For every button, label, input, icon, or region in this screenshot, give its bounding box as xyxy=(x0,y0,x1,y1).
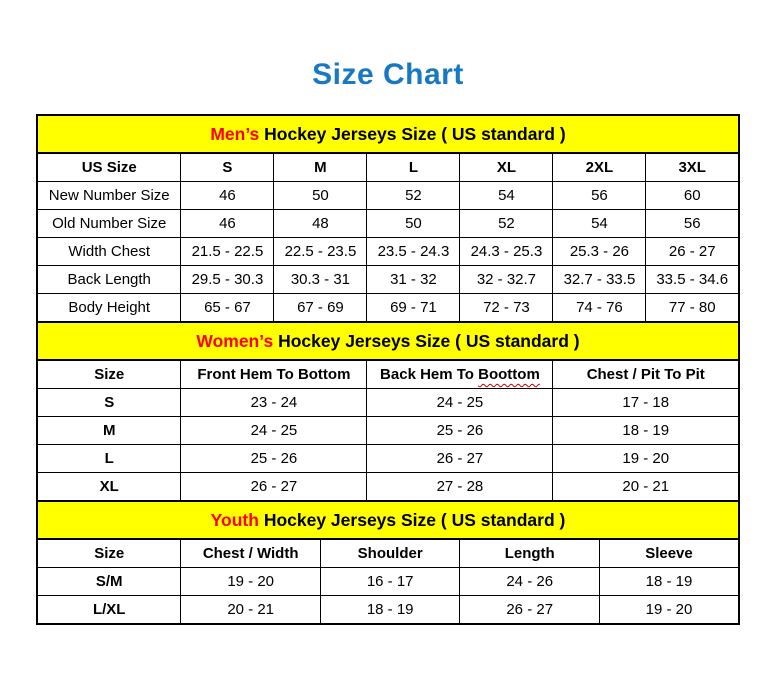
table-row xyxy=(37,238,739,266)
size-value: 56 xyxy=(646,210,739,238)
womens-title-highlight: Women’s xyxy=(196,330,274,351)
size-value: 48 xyxy=(274,210,367,238)
size-value: 74 - 76 xyxy=(553,294,646,323)
page-title: Size Chart xyxy=(312,58,464,91)
size-value: 67 - 69 xyxy=(274,294,367,323)
size-value: 26 - 27 xyxy=(367,445,553,473)
size-value: 52 xyxy=(367,182,460,210)
size-value: 18 - 19 xyxy=(599,568,739,596)
column-header: L xyxy=(367,153,460,182)
youth-table-header-band xyxy=(37,501,739,539)
size-value: 31 - 32 xyxy=(367,266,460,294)
table-row xyxy=(37,266,739,294)
column-header: Sleeve xyxy=(599,539,739,568)
size-chart-tables xyxy=(36,114,740,625)
row-label: L xyxy=(37,445,181,473)
size-value: 17 - 18 xyxy=(553,389,739,417)
table-row xyxy=(37,294,739,323)
womens-size-table xyxy=(36,321,740,502)
column-header: Length xyxy=(460,539,600,568)
womens-table-header-band xyxy=(37,322,739,360)
mens-table-title xyxy=(37,115,739,153)
size-value: 18 - 19 xyxy=(553,417,739,445)
womens-table-title xyxy=(37,322,739,360)
table-row xyxy=(37,568,739,596)
row-label: M xyxy=(37,417,181,445)
size-value: 22.5 - 23.5 xyxy=(274,238,367,266)
table-row xyxy=(37,389,739,417)
column-header-text: Back Hem To xyxy=(380,366,474,383)
mens-column-header-row xyxy=(37,153,739,182)
column-header: S xyxy=(181,153,274,182)
column-header: 3XL xyxy=(646,153,739,182)
size-value: 60 xyxy=(646,182,739,210)
row-label: Body Height xyxy=(37,294,181,323)
size-value: 46 xyxy=(181,210,274,238)
misspelled-word: Boottom xyxy=(478,366,540,383)
size-value: 24 - 25 xyxy=(181,417,367,445)
table-row xyxy=(37,210,739,238)
column-header: XL xyxy=(460,153,553,182)
table-row xyxy=(37,473,739,502)
size-value: 21.5 - 22.5 xyxy=(181,238,274,266)
mens-title-highlight: Men’s xyxy=(210,123,260,144)
size-value: 72 - 73 xyxy=(460,294,553,323)
size-value: 54 xyxy=(460,182,553,210)
size-value: 52 xyxy=(460,210,553,238)
row-label: New Number Size xyxy=(37,182,181,210)
size-value: 26 - 27 xyxy=(181,473,367,502)
row-label: S xyxy=(37,389,181,417)
table-row xyxy=(37,596,739,625)
womens-title-rest: Hockey Jerseys Size ( US standard ) xyxy=(278,330,580,351)
size-value: 77 - 80 xyxy=(646,294,739,323)
size-value: 65 - 67 xyxy=(181,294,274,323)
size-value: 24 - 26 xyxy=(460,568,600,596)
column-header: Chest / Pit To Pit xyxy=(553,360,739,389)
mens-size-table xyxy=(36,114,740,323)
size-value: 32.7 - 33.5 xyxy=(553,266,646,294)
size-value: 23.5 - 24.3 xyxy=(367,238,460,266)
womens-column-header-row xyxy=(37,360,739,389)
row-label: L/XL xyxy=(37,596,181,625)
size-value: 50 xyxy=(274,182,367,210)
size-value: 33.5 - 34.6 xyxy=(646,266,739,294)
table-row xyxy=(37,182,739,210)
size-value: 25 - 26 xyxy=(181,445,367,473)
column-header: M xyxy=(274,153,367,182)
size-value: 26 - 27 xyxy=(460,596,600,625)
size-value: 56 xyxy=(553,182,646,210)
size-value: 20 - 21 xyxy=(181,596,321,625)
row-label: Back Length xyxy=(37,266,181,294)
size-value: 20 - 21 xyxy=(553,473,739,502)
row-label: Old Number Size xyxy=(37,210,181,238)
size-value: 32 - 32.7 xyxy=(460,266,553,294)
size-value: 25.3 - 26 xyxy=(553,238,646,266)
table-row xyxy=(37,417,739,445)
size-value: 25 - 26 xyxy=(367,417,553,445)
size-value: 54 xyxy=(553,210,646,238)
size-value: 29.5 - 30.3 xyxy=(181,266,274,294)
youth-title-highlight: Youth xyxy=(210,509,259,530)
row-label: Width Chest xyxy=(37,238,181,266)
size-value: 50 xyxy=(367,210,460,238)
row-label: XL xyxy=(37,473,181,502)
size-value: 23 - 24 xyxy=(181,389,367,417)
youth-size-table xyxy=(36,500,740,625)
size-value: 69 - 71 xyxy=(367,294,460,323)
row-label: S/M xyxy=(37,568,181,596)
column-header: Front Hem To Bottom xyxy=(181,360,367,389)
size-value: 46 xyxy=(181,182,274,210)
size-value: 19 - 20 xyxy=(553,445,739,473)
size-value: 19 - 20 xyxy=(181,568,321,596)
size-value: 18 - 19 xyxy=(320,596,460,625)
youth-title-rest: Hockey Jerseys Size ( US standard ) xyxy=(263,509,566,530)
column-header: Size xyxy=(37,539,181,568)
column-header: Chest / Width xyxy=(181,539,321,568)
column-header xyxy=(367,360,553,389)
size-value: 19 - 20 xyxy=(599,596,739,625)
size-value: 27 - 28 xyxy=(367,473,553,502)
size-value: 16 - 17 xyxy=(320,568,460,596)
size-value: 24 - 25 xyxy=(367,389,553,417)
size-value: 26 - 27 xyxy=(646,238,739,266)
youth-table-title xyxy=(37,501,739,539)
column-header: Size xyxy=(37,360,181,389)
size-value: 30.3 - 31 xyxy=(274,266,367,294)
column-header: US Size xyxy=(37,153,181,182)
size-value: 24.3 - 25.3 xyxy=(460,238,553,266)
mens-table-header-band xyxy=(37,115,739,153)
youth-column-header-row xyxy=(37,539,739,568)
mens-title-rest: Hockey Jerseys Size ( US standard ) xyxy=(264,123,566,144)
table-row xyxy=(37,445,739,473)
column-header: Shoulder xyxy=(320,539,460,568)
column-header: 2XL xyxy=(553,153,646,182)
